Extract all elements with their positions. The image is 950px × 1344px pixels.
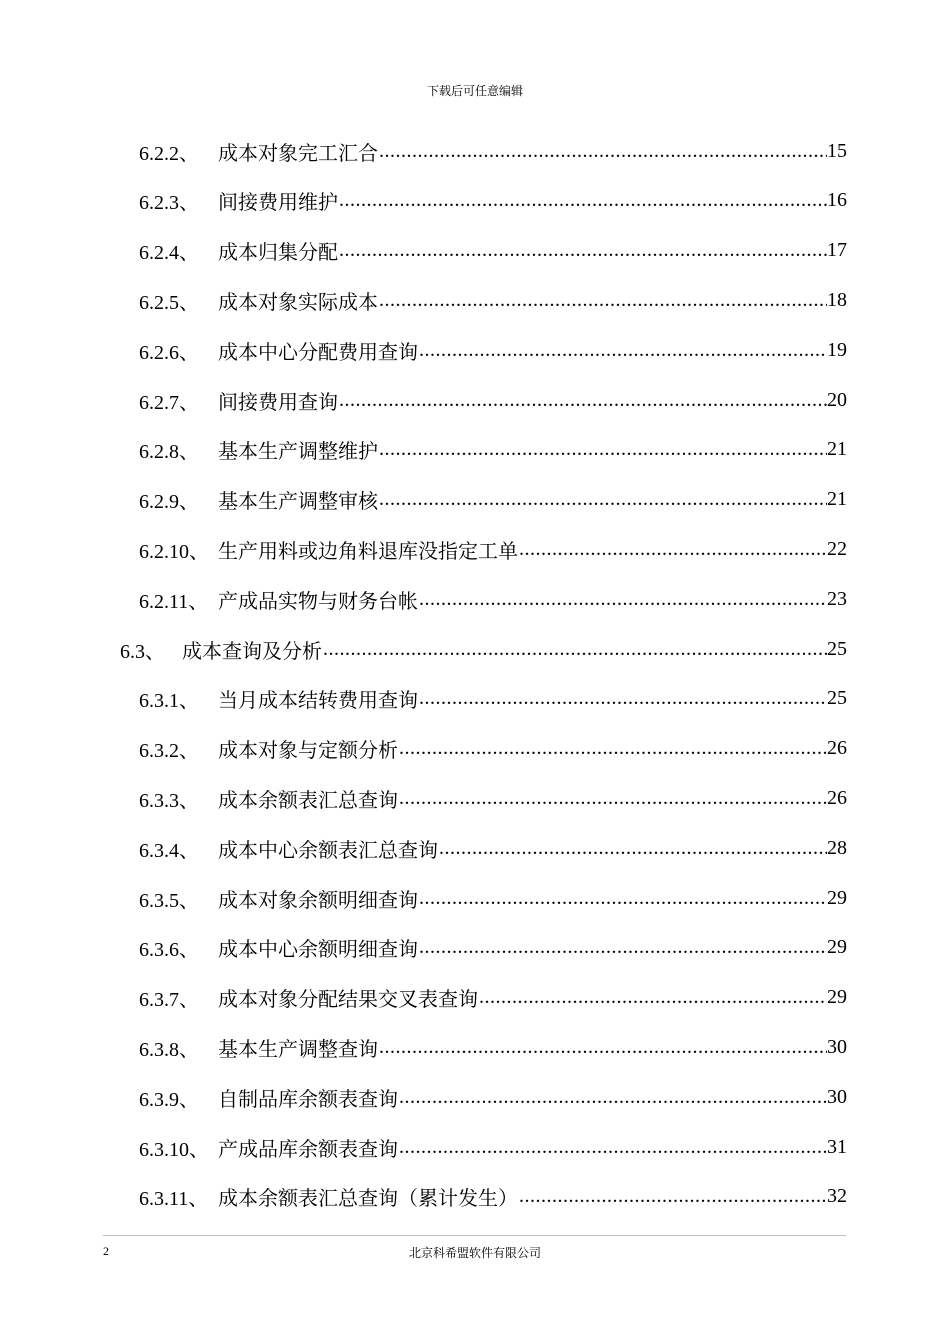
toc-entry-number: 6.3.6、: [139, 939, 199, 962]
toc-entry-number: 6.2.4、: [139, 242, 199, 265]
toc-entry-page: 21: [827, 488, 847, 511]
toc-entry-title: 成本对象余额明细查询: [218, 887, 418, 912]
toc-entry[interactable]: [139, 574, 847, 624]
toc-entry-title: 基本生产调整维护: [218, 439, 378, 464]
toc-dot-leader: [439, 837, 827, 860]
toc-entry-number: 6.3.1、: [139, 690, 199, 713]
toc-dot-leader: [399, 787, 827, 810]
toc-entry-page: 30: [827, 1035, 847, 1058]
toc-entry-title: 成本余额表汇总查询: [218, 787, 398, 812]
toc-entry-page: 28: [827, 836, 847, 859]
toc-dot-leader: [339, 239, 827, 262]
toc-entry-number: 6.2.9、: [139, 491, 199, 514]
toc-entry[interactable]: [139, 923, 847, 973]
toc-entry-page: 25: [827, 637, 847, 660]
toc-entry-page: 17: [827, 239, 847, 262]
toc-entry-number: 6.2.3、: [139, 192, 199, 215]
page-header: 下载后可任意编辑: [426, 84, 523, 98]
footer-company-name: 北京科希盟软件有限公司: [408, 1246, 541, 1260]
toc-entry-number: 6.3.11、: [139, 1188, 209, 1211]
toc-entry[interactable]: [139, 973, 847, 1023]
footer-page-number: 2: [103, 1244, 109, 1258]
toc-entry[interactable]: [139, 1122, 847, 1172]
toc-dot-leader: [519, 538, 827, 561]
toc-entry-number: 6.3.9、: [139, 1088, 199, 1111]
toc-entry-number: 6.3、: [120, 640, 165, 663]
toc-entry[interactable]: [139, 275, 847, 325]
toc-entry-page: 26: [827, 786, 847, 809]
toc-entry-title: 基本生产调整审核: [218, 489, 378, 514]
toc-dot-leader: [339, 389, 827, 412]
toc-dot-leader: [419, 887, 827, 910]
toc-entry-title: 成本对象分配结果交叉表查询: [218, 987, 478, 1012]
toc-entry[interactable]: [139, 773, 847, 823]
toc-entry[interactable]: [139, 1172, 847, 1222]
toc-dot-leader: [323, 638, 827, 661]
toc-entry-title: 生产用料或边角料退库没指定工单: [218, 538, 518, 563]
toc-entry[interactable]: [139, 1072, 847, 1122]
toc-entry[interactable]: [139, 524, 847, 574]
toc-entry-page: 29: [827, 886, 847, 909]
toc-entry[interactable]: [139, 425, 847, 475]
toc-dot-leader: [419, 936, 827, 959]
toc-entry-page: 20: [827, 388, 847, 411]
toc-entry-page: 23: [827, 587, 847, 610]
toc-entry-page: 26: [827, 737, 847, 760]
toc-entry-number: 6.3.3、: [139, 789, 199, 812]
toc-dot-leader: [399, 1136, 827, 1159]
toc-entry[interactable]: [139, 823, 847, 873]
toc-entry-number: 6.2.6、: [139, 341, 199, 364]
toc-entry-page: 15: [827, 139, 847, 162]
toc-dot-leader: [419, 588, 827, 611]
toc-entry-title: 间接费用查询: [218, 389, 338, 414]
toc-entry-page: 19: [827, 338, 847, 361]
toc-entry-title: 自制品库余额表查询: [218, 1086, 398, 1111]
toc-entry-title: 成本对象与定额分析: [218, 738, 398, 763]
toc-entry-number: 6.3.10、: [139, 1138, 209, 1161]
toc-dot-leader: [379, 488, 827, 511]
toc-entry-number: 6.3.5、: [139, 889, 199, 912]
toc-entry-title: 成本中心余额表汇总查询: [218, 837, 438, 862]
toc-entry-title: 基本生产调整查询: [218, 1036, 378, 1061]
toc-entry-number: 6.3.4、: [139, 839, 199, 862]
toc-entry-title: 当月成本结转费用查询: [218, 688, 418, 713]
toc-entry-number: 6.3.8、: [139, 1038, 199, 1061]
toc-entry-number: 6.2.2、: [139, 142, 199, 165]
toc-entry[interactable]: [120, 624, 847, 674]
toc-dot-leader: [379, 1036, 827, 1059]
toc-entry-page: 31: [827, 1135, 847, 1158]
toc-dot-leader: [379, 140, 827, 163]
toc-entry-title: 产成品库余额表查询: [218, 1136, 398, 1161]
toc-entry-page: 18: [827, 288, 847, 311]
toc-entry-page: 25: [827, 687, 847, 710]
toc-dot-leader: [379, 438, 827, 461]
toc-entry[interactable]: [139, 375, 847, 425]
toc-dot-leader: [399, 737, 827, 760]
toc-dot-leader: [419, 339, 827, 362]
toc-entry-number: 6.2.7、: [139, 391, 199, 414]
toc-entry[interactable]: [139, 126, 847, 176]
toc-entry[interactable]: [139, 176, 847, 226]
toc-entry-page: 16: [827, 189, 847, 212]
toc-entry-number: 6.2.10、: [139, 540, 209, 563]
toc-entry-number: 6.2.8、: [139, 441, 199, 464]
toc-entry-title: 成本对象完工汇合: [218, 140, 378, 165]
toc-dot-leader: [399, 1086, 827, 1109]
toc-entry-title: 成本中心分配费用查询: [218, 339, 418, 364]
toc-entry-number: 6.2.5、: [139, 291, 199, 314]
toc-entry-title: 成本查询及分析: [182, 638, 322, 663]
toc-entry-page: 29: [827, 986, 847, 1009]
toc-entry-page: 32: [827, 1185, 847, 1208]
toc-dot-leader: [379, 289, 827, 312]
footer-divider: [103, 1235, 846, 1236]
toc-entry-title: 间接费用维护: [218, 190, 338, 215]
toc-entry[interactable]: [139, 226, 847, 276]
toc-entry-page: 21: [827, 438, 847, 461]
toc-entry-title: 成本对象实际成本: [218, 289, 378, 314]
toc-entry-number: 6.3.7、: [139, 989, 199, 1012]
toc-entry[interactable]: [139, 674, 847, 724]
toc-entry-title: 成本中心余额明细查询: [218, 937, 418, 962]
toc-entry-number: 6.2.11、: [139, 590, 209, 613]
toc-entry[interactable]: [139, 724, 847, 774]
toc-entry-page: 22: [827, 537, 847, 560]
toc-entry-page: 30: [827, 1085, 847, 1108]
toc-entry[interactable]: [139, 1022, 847, 1072]
toc-entry-title: 产成品实物与财务台帐: [218, 588, 418, 613]
toc-entry-number: 6.3.2、: [139, 740, 199, 763]
toc-entry-title: 成本余额表汇总查询（累计发生）: [218, 1186, 518, 1211]
toc-entry-title: 成本归集分配: [218, 240, 338, 265]
toc-entry-page: 29: [827, 936, 847, 959]
toc-dot-leader: [339, 189, 827, 212]
toc-entry[interactable]: [139, 475, 847, 525]
toc-dot-leader: [479, 986, 827, 1009]
toc-dot-leader: [419, 687, 827, 710]
toc-entry[interactable]: [139, 873, 847, 923]
toc-dot-leader: [519, 1185, 827, 1208]
toc-entry[interactable]: [139, 325, 847, 375]
